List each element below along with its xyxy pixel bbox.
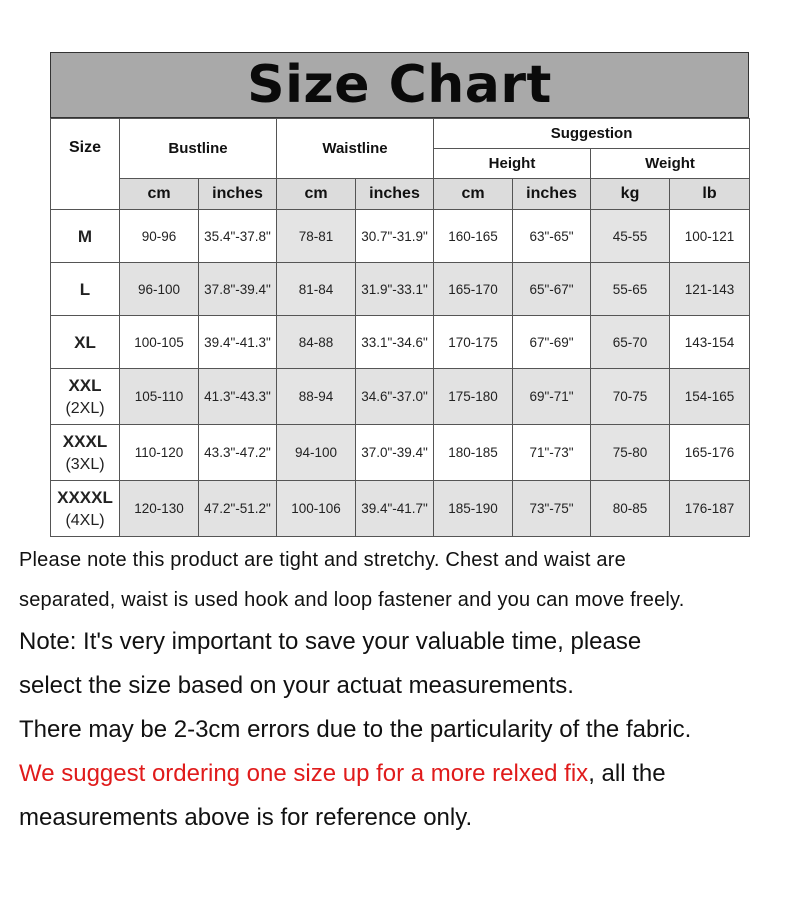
unit-header: cm <box>120 179 199 210</box>
table-row <box>51 481 750 537</box>
size-cell <box>51 425 120 481</box>
table-cell: 81-84 <box>277 263 356 316</box>
size-label: L <box>79 279 91 299</box>
unit-header: lb <box>670 179 750 210</box>
table-cell: 45-55 <box>591 210 670 263</box>
table-cell: 34.6"-37.0" <box>356 369 434 425</box>
table-cell: 43.3"-47.2" <box>199 425 277 481</box>
size-label: M <box>77 226 93 246</box>
table-cell: 78-81 <box>277 210 356 263</box>
highlight-text: We suggest ordering one size up for a more relxed fix <box>19 760 589 787</box>
table-cell: 41.3"-43.3" <box>199 369 277 425</box>
size-cell <box>51 263 120 316</box>
unit-header: inches <box>199 179 277 210</box>
table-cell: 37.0"-39.4" <box>356 425 434 481</box>
table-cell: 47.2"-51.2" <box>199 481 277 537</box>
table-cell: 63"-65" <box>513 210 591 263</box>
table-row <box>51 316 750 369</box>
size-chart <box>50 52 749 537</box>
note-line <box>19 752 794 796</box>
chart-title-bar <box>50 52 749 118</box>
table-cell: 65-70 <box>591 316 670 369</box>
note-text: , all the <box>588 760 666 787</box>
table-cell: 70-75 <box>591 369 670 425</box>
table-cell: 154-165 <box>670 369 750 425</box>
table-cell: 185-190 <box>434 481 513 537</box>
size-label: XXXXL <box>57 487 113 507</box>
table-cell: 105-110 <box>120 369 199 425</box>
note-line: Note: It's very important to save your valuable time, please <box>19 628 642 655</box>
table-row <box>51 263 750 316</box>
notes-section <box>19 540 794 840</box>
table-cell: 80-85 <box>591 481 670 537</box>
table-row <box>51 210 750 263</box>
table-cell: 90-96 <box>120 210 199 263</box>
table-cell: 165-170 <box>434 263 513 316</box>
table-cell: 110-120 <box>120 425 199 481</box>
note-line: Please note this product are tight and stretchy. Chest and waist are <box>19 549 626 571</box>
table-row <box>51 369 750 425</box>
table-cell: 71"-73" <box>513 425 591 481</box>
weight-header: Weight <box>591 149 750 179</box>
size-alias: (3XL) <box>65 455 105 473</box>
table-cell: 67"-69" <box>513 316 591 369</box>
table-cell: 33.1"-34.6" <box>356 316 434 369</box>
table-cell: 175-180 <box>434 369 513 425</box>
unit-header: inches <box>356 179 434 210</box>
bustline-header: Bustline <box>120 119 277 179</box>
table-cell: 180-185 <box>434 425 513 481</box>
table-cell: 120-130 <box>120 481 199 537</box>
table-cell: 39.4"-41.3" <box>199 316 277 369</box>
size-label: XL <box>74 332 96 352</box>
table-cell: 160-165 <box>434 210 513 263</box>
unit-header: cm <box>277 179 356 210</box>
table-cell: 88-94 <box>277 369 356 425</box>
table-cell: 39.4"-41.7" <box>356 481 434 537</box>
table-row <box>51 425 750 481</box>
size-label: XXXL <box>62 431 108 451</box>
table-cell: 35.4"-37.8" <box>199 210 277 263</box>
table-cell: 73"-75" <box>513 481 591 537</box>
table-cell: 100-105 <box>120 316 199 369</box>
waistline-header: Waistline <box>277 119 434 179</box>
table-cell: 75-80 <box>591 425 670 481</box>
note-line: select the size based on your actuat measurements. <box>19 672 574 699</box>
size-cell <box>51 369 120 425</box>
table-cell: 170-175 <box>434 316 513 369</box>
note-line: measurements above is for reference only. <box>19 804 473 831</box>
note-line: separated, waist is used hook and loop fastener and you can move freely. <box>19 589 685 611</box>
size-alias: (4XL) <box>65 511 105 529</box>
size-cell <box>51 210 120 263</box>
note-line: There may be 2-3cm errors due to the particularity of the fabric. <box>19 716 692 743</box>
unit-header: kg <box>591 179 670 210</box>
table-cell: 55-65 <box>591 263 670 316</box>
table-cell: 96-100 <box>120 263 199 316</box>
table-cell: 121-143 <box>670 263 750 316</box>
table-cell: 69"-71" <box>513 369 591 425</box>
height-header: Height <box>434 149 591 179</box>
table-cell: 65"-67" <box>513 263 591 316</box>
chart-title: Size Chart <box>247 55 552 115</box>
size-label: XXL <box>68 375 102 395</box>
table-cell: 165-176 <box>670 425 750 481</box>
unit-header: inches <box>513 179 591 210</box>
unit-header: cm <box>434 179 513 210</box>
size-alias: (2XL) <box>65 399 105 417</box>
table-cell: 37.8"-39.4" <box>199 263 277 316</box>
suggestion-header: Suggestion <box>434 119 750 149</box>
table-cell: 143-154 <box>670 316 750 369</box>
size-table <box>50 118 750 537</box>
table-cell: 30.7"-31.9" <box>356 210 434 263</box>
size-header: Size <box>51 119 120 210</box>
table-cell: 176-187 <box>670 481 750 537</box>
size-cell <box>51 316 120 369</box>
table-cell: 100-121 <box>670 210 750 263</box>
table-cell: 31.9"-33.1" <box>356 263 434 316</box>
table-cell: 84-88 <box>277 316 356 369</box>
table-cell: 94-100 <box>277 425 356 481</box>
table-cell: 100-106 <box>277 481 356 537</box>
size-cell <box>51 481 120 537</box>
